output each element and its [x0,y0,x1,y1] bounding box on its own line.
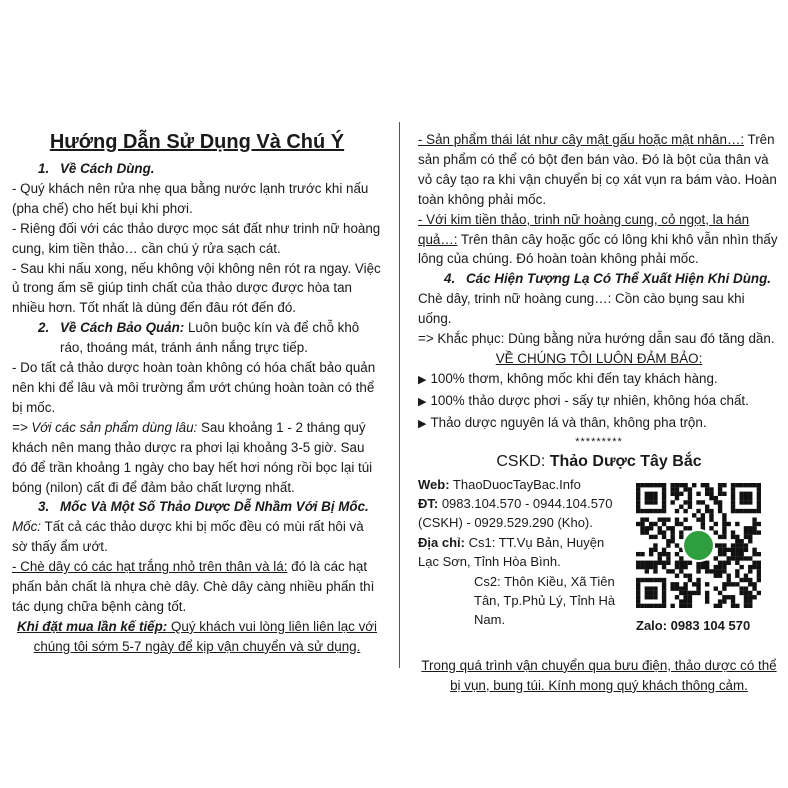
paragraph: => Với các sản phẩm dùng lâu: Sau khoảng 1 - 2 tháng quý khách nên mang thảo dược ra phơi lại khoảng 3-5 giờ. Sau đó để trần khoảng 1 ngày cho bay hết hơi nóng rồi bọc lại túi bóng (nilon) cất đi để đảm bảo chất lượng nhất. [12,419,373,495]
phone: ĐT: 0983.104.570 - 0944.104.570 (CSKH) - 0929.529.290 (Kho). [418,496,613,531]
paragraph: ráo, thoáng mát, tránh ánh nắng trực tiếp. [60,340,308,356]
business-name: CSKD: Thảo Dược Tây Bắc [496,452,702,470]
section-1-heading: 1. Về Cách Dùng. [38,161,155,176]
left-column [12,128,382,657]
paragraph: - Với kim tiền thảo, trinh nữ hoàng cung, cỏ ngọt, la hán quả…: Trên thân cây hoặc gốc có lông khi khô vẫn nhìn thấy lông của chúng. Đó hoàn toàn không phải mốc. [418,211,778,267]
guarantee-item: ▶ 100% thơm, không mốc khi đến tay khách hàng. [418,370,718,386]
right-column [418,130,780,696]
section-4-heading: 4. Các Hiện Tượng Lạ Có Thể Xuất Hiện Khi Dùng. [444,271,771,287]
shipping-note: Trong quá trình vận chuyển qua bưu điện, thảo dược có thể bị vụn, bung túi. Kính mong quý khách thông cảm. [421,657,777,693]
column-divider [399,122,400,668]
paragraph: - Sau khi nấu xong, nếu không vội không nên rót ra ngay. Việc ủ trong ấm sẽ giúp tinh chất của thảo dược được hòa tan nhiều hơn. Tốt nhất là dùng đến đâu rót đến đó. [12,260,381,316]
website[interactable]: Web: ThaoDuocTayBac.Info [418,476,581,492]
address: Địa chỉ: Cs1: TT.Vụ Bản, Huyện Lạc Sơn, Tỉnh Hòa Bình. [418,534,605,570]
paragraph: - Do tất cả thảo dược hoàn toàn không có hóa chất bảo quản nên khi để lâu và môi trường ẩm ướt chúng hoàn toàn có thể bị mốc. [12,360,376,415]
triangle-right-icon: ▶ [418,395,427,408]
paragraph: Mốc: Tất cả các thảo dược khi bị mốc đều có mùi rất hôi và sờ thấy ẩm ướt. [12,519,364,555]
paragraph: - Sản phẩm thái lát như cây mật gấu hoặc mật nhân…: Trên sản phẩm có thể có bột đen bán vào. Đó là bột của thân và vỏ cây tạo ra khi vận chuyển bị cọ xát vụn ra bám vào. Hoàn toàn không phải mốc. [418,132,777,207]
section-3-heading: 3. Mốc Và Một Số Thảo Dược Dễ Nhầm Với Bị Mốc. [38,499,369,515]
section-2-heading: 2. Về Cách Bảo Quản: Luôn buộc kín và để chỗ khô [38,320,360,336]
address-2: Cs2: Thôn Kiều, Xã Tiên Tân, Tp.Phủ Lý, Tỉnh Hà Nam. [474,573,616,628]
paragraph: - Chè dây có các hạt trắng nhỏ trên thân và lá: đó là các hạt phấn bản chất là nhựa chè dây. Chè dây càng nhiều phấn thì tác dụng chữa bệnh càng tốt. [12,559,375,614]
guarantee-title: VỀ CHÚNG TÔI LUÔN ĐẢM BẢO: [495,350,703,366]
paragraph: - Riêng đối với các thảo dược mọc sát đất như trinh nữ hoàng cung, kim tiền thảo… cần chú ý rửa sạch cát. [12,220,381,256]
triangle-right-icon: ▶ [418,417,427,430]
paragraph: => Khắc phục: Dùng bằng nửa hướng dẫn sau đó tăng dần. [418,331,775,347]
zalo-number: Zalo: 0983 104 570 [636,617,751,633]
page-title: Hướng Dẫn Sử Dụng Và Chú Ý [49,131,345,153]
divider-stars: ********* [575,435,623,448]
guarantee-item: ▶ 100% thảo dược phơi - sấy tự nhiên, không hóa chất. [418,392,749,408]
triangle-right-icon: ▶ [418,373,427,386]
contact-block [418,475,780,633]
order-note: Khi đặt mua lần kế tiếp: Quý khách vui lòng liên liên lạc với chúng tôi sớm 5-7 ngày để kịp vận chuyển và sử dụng. [16,618,378,654]
paragraph: - Quý khách nên rửa nhẹ qua bằng nước lạnh trước khi nấu (pha chế) cho hết bụi khi phơi. [12,180,369,216]
guarantee-item: ▶ Thảo dược nguyên lá và thân, không pha trộn. [418,414,707,430]
paragraph: Chè dây, trinh nữ hoàng cung…: Cồn cào bụng sau khi uống. [418,291,745,327]
qr-code-icon[interactable] [636,483,761,608]
